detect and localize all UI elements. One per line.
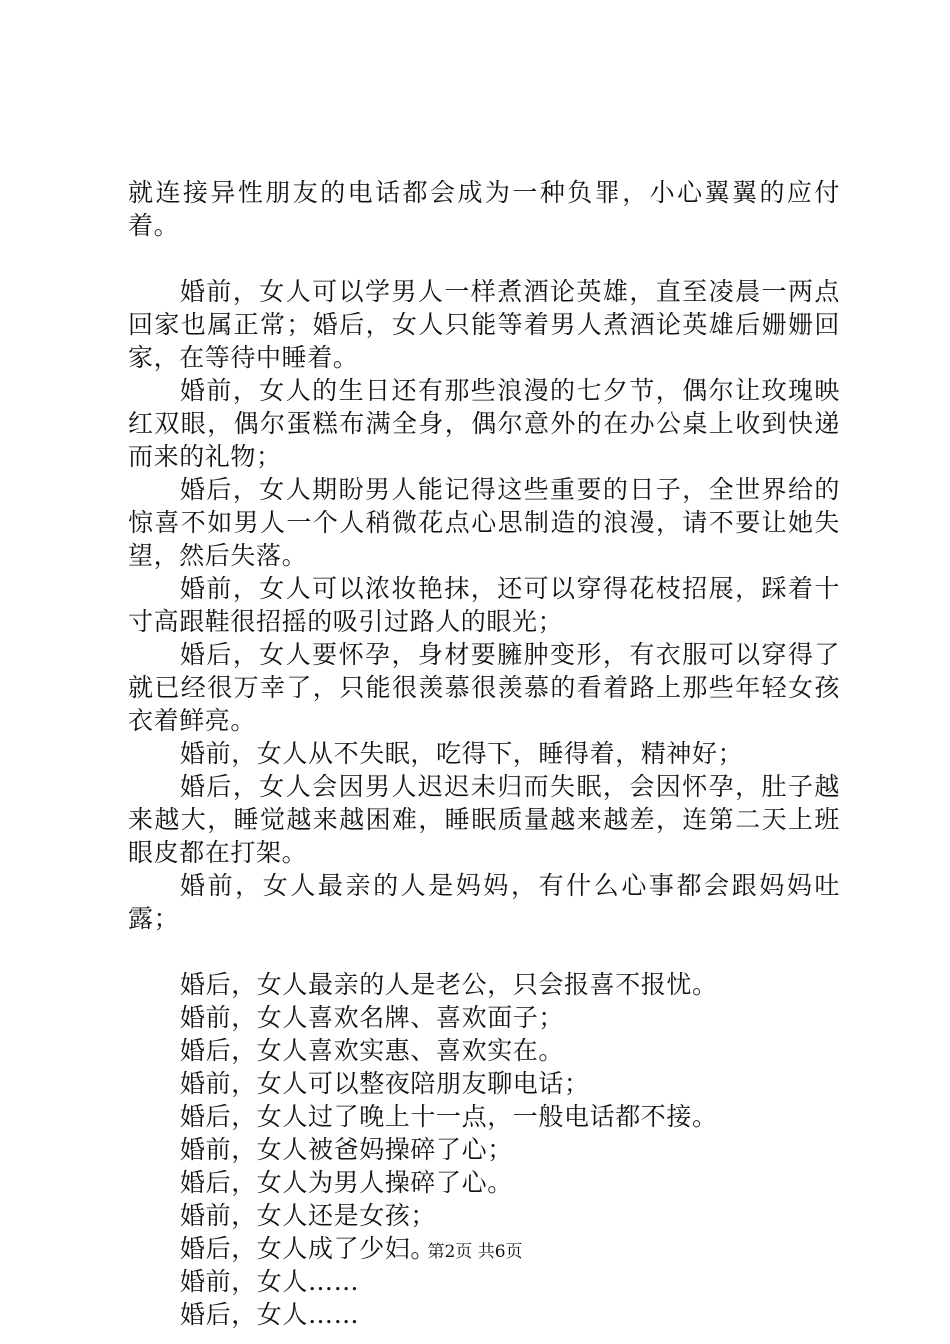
- paragraph: 婚后，女人要怀孕，身材要臃肿变形，有衣服可以穿得了就已经很万幸了，只能很羡慕很羡慕的看着路上那些年轻女孩衣着鲜亮。: [128, 640, 840, 735]
- paragraph: 婚后，女人喜欢实惠、喜欢实在。: [180, 1036, 565, 1065]
- page-number-footer: 第2页 共6页: [427, 1242, 523, 1262]
- paragraph: 婚前，女人可以学男人一样煮酒论英雄，直至凌晨一两点回家也属正常；婚后，女人只能等着男人煮酒论英雄后姗姗回家，在等待中睡着。: [128, 277, 840, 372]
- paragraph: 婚前，女人可以整夜陪朋友聊电话；: [180, 1069, 590, 1098]
- paragraph: 婚后，女人期盼男人能记得这些重要的日子，全世界给的惊喜不如男人一个人稍微花点心思制造的浪漫，请不要让她失望，然后失落。: [128, 475, 840, 570]
- paragraph: 婚前，女人从不失眠，吃得下，睡得着，精神好；: [180, 739, 744, 768]
- paragraph: 婚后，女人为男人操碎了心。: [180, 1168, 513, 1197]
- paragraph: 婚前，女人还是女孩；: [180, 1201, 437, 1230]
- paragraph: 婚前，女人最亲的人是妈妈，有什么心事都会跟妈妈吐露；: [128, 871, 840, 933]
- document-body: [128, 176, 840, 1331]
- paragraph: 婚后，女人……: [180, 1300, 360, 1329]
- paragraph-continued: 就连接异性朋友的电话都会成为一种负罪，小心翼翼的应付着。: [128, 178, 840, 240]
- paragraph: 婚后，女人会因男人迟迟未归而失眠，会因怀孕，肚子越来越大，睡觉越来越困难，睡眠质量越来越差，连第二天上班眼皮都在打架。: [128, 772, 840, 867]
- paragraph: 婚前，女人……: [180, 1267, 360, 1296]
- paragraph: 婚前，女人喜欢名牌、喜欢面子；: [180, 1003, 565, 1032]
- paragraph: 婚前，女人被爸妈操碎了心；: [180, 1135, 513, 1164]
- paragraph: 婚前，女人的生日还有那些浪漫的七夕节，偶尔让玫瑰映红双眼，偶尔蛋糕布满全身，偶尔意外的在办公桌上收到快递而来的礼物；: [128, 376, 840, 471]
- paragraph: 婚后，女人成了少妇。: [180, 1234, 437, 1263]
- paragraph: 婚后，女人最亲的人是老公，只会报喜不报忧。: [180, 970, 718, 999]
- paragraph: 婚后，女人过了晚上十一点，一般电话都不接。: [180, 1102, 718, 1131]
- paragraph: 婚前，女人可以浓妆艳抹，还可以穿得花枝招展，踩着十寸高跟鞋很招摇的吸引过路人的眼光；: [128, 574, 840, 636]
